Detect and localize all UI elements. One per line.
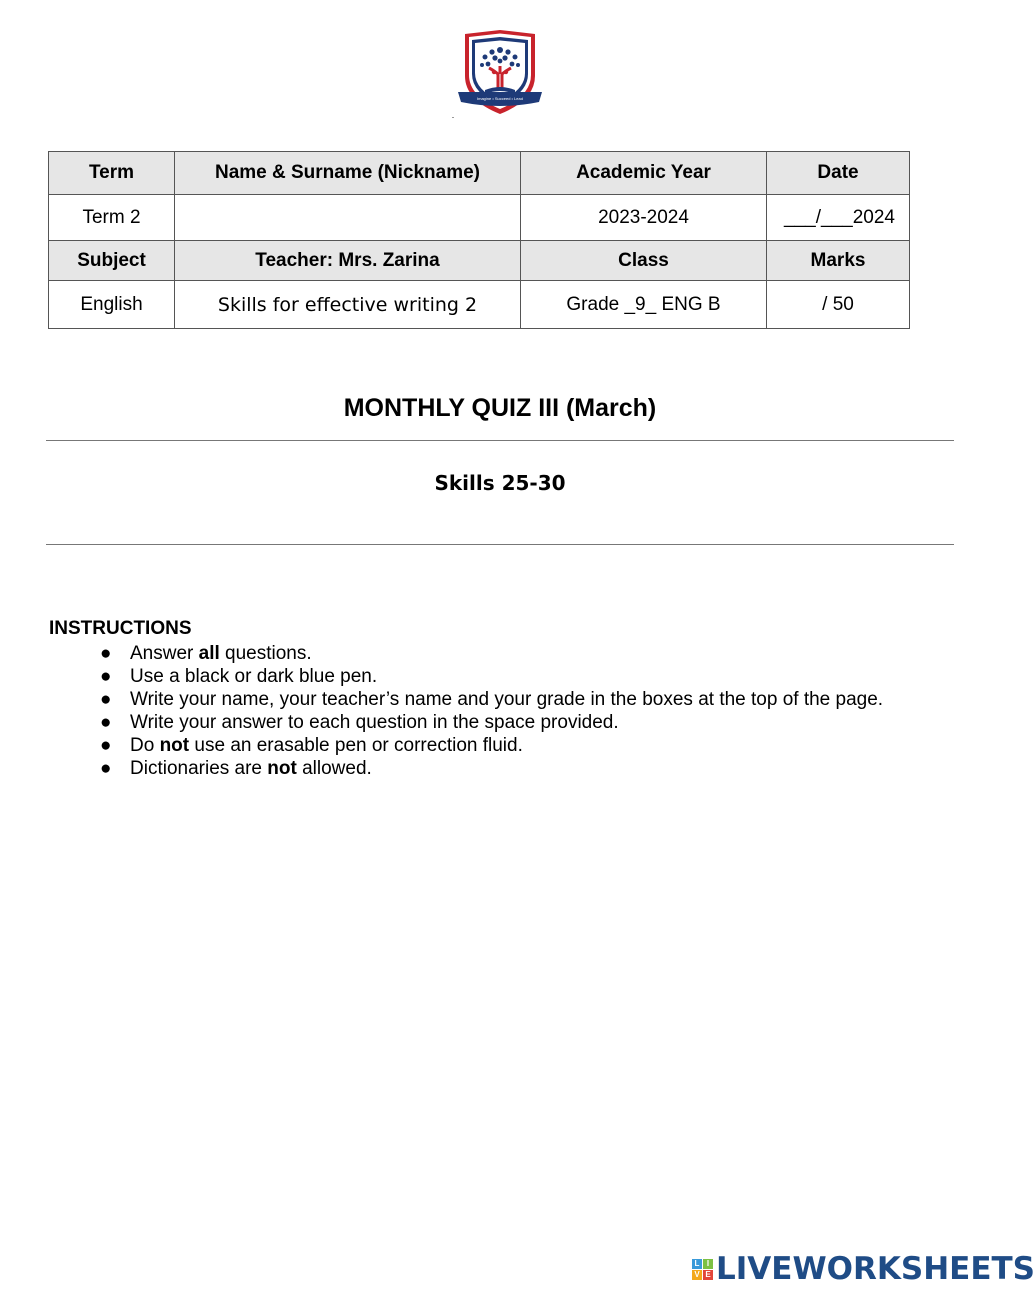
academic-year-value: 2023-2024 xyxy=(521,195,767,241)
divider xyxy=(46,440,954,441)
bullet-icon: ● xyxy=(100,712,112,733)
instructions-list xyxy=(100,642,883,780)
teacher-label: Teacher: Mrs. Zarina xyxy=(175,241,521,281)
list-item: ● Answer all questions. xyxy=(100,643,312,664)
table-row xyxy=(49,195,910,241)
date-header: Date xyxy=(767,152,910,195)
date-field[interactable]: ___/___2024 xyxy=(767,195,910,241)
grid-letter: I xyxy=(703,1259,713,1269)
class-header: Class xyxy=(521,241,767,281)
name-header: Name & Surname (Nickname) xyxy=(175,152,521,195)
instructions-heading: INSTRUCTIONS xyxy=(49,618,192,639)
list-item: ● Write your answer to each question in the space provided. xyxy=(100,712,619,733)
list-item: ● Write your name, your teacher’s name and your grade in the boxes at the top of the page. xyxy=(100,689,884,710)
subject-value: English xyxy=(49,281,175,329)
term-value: Term 2 xyxy=(49,195,175,241)
bullet-icon: ● xyxy=(100,758,112,779)
brand-name: LIVEWORKSHEETS xyxy=(716,1251,1035,1287)
table-row xyxy=(49,241,910,281)
bullet-icon: ● xyxy=(100,643,112,664)
school-crest-logo xyxy=(457,28,543,118)
subject-header: Subject xyxy=(49,241,175,281)
name-field[interactable] xyxy=(175,195,521,241)
student-info-table xyxy=(48,151,910,329)
live-grid-icon xyxy=(692,1259,713,1280)
table-row xyxy=(49,281,910,329)
grid-letter: E xyxy=(703,1270,713,1280)
class-value: Grade _9_ ENG B xyxy=(521,281,767,329)
skills-subtitle: Skills 25-30 xyxy=(434,471,566,495)
liveworksheets-logo[interactable] xyxy=(692,1251,1035,1287)
marks-header: Marks xyxy=(767,241,910,281)
bullet-icon: ● xyxy=(100,666,112,687)
svg-text:Imagine • Succeed • Lead: Imagine • Succeed • Lead xyxy=(477,96,523,101)
lesson-title: Skills for effective writing 2 xyxy=(175,281,521,329)
table-row xyxy=(49,152,910,195)
academic-year-header: Academic Year xyxy=(521,152,767,195)
divider xyxy=(46,544,954,545)
term-header: Term xyxy=(49,152,175,195)
crest-mark xyxy=(452,117,454,118)
bullet-icon: ● xyxy=(100,735,112,756)
list-item: ● Do not use an erasable pen or correction fluid. xyxy=(100,735,523,756)
marks-field[interactable]: / 50 xyxy=(767,281,910,329)
grid-letter: L xyxy=(692,1259,702,1269)
quiz-title: MONTHLY QUIZ III (March) xyxy=(343,394,657,422)
grid-letter: V xyxy=(692,1270,702,1280)
list-item: ● Use a black or dark blue pen. xyxy=(100,666,378,687)
bullet-icon: ● xyxy=(100,689,112,710)
list-item: ● Dictionaries are not allowed. xyxy=(100,758,372,779)
